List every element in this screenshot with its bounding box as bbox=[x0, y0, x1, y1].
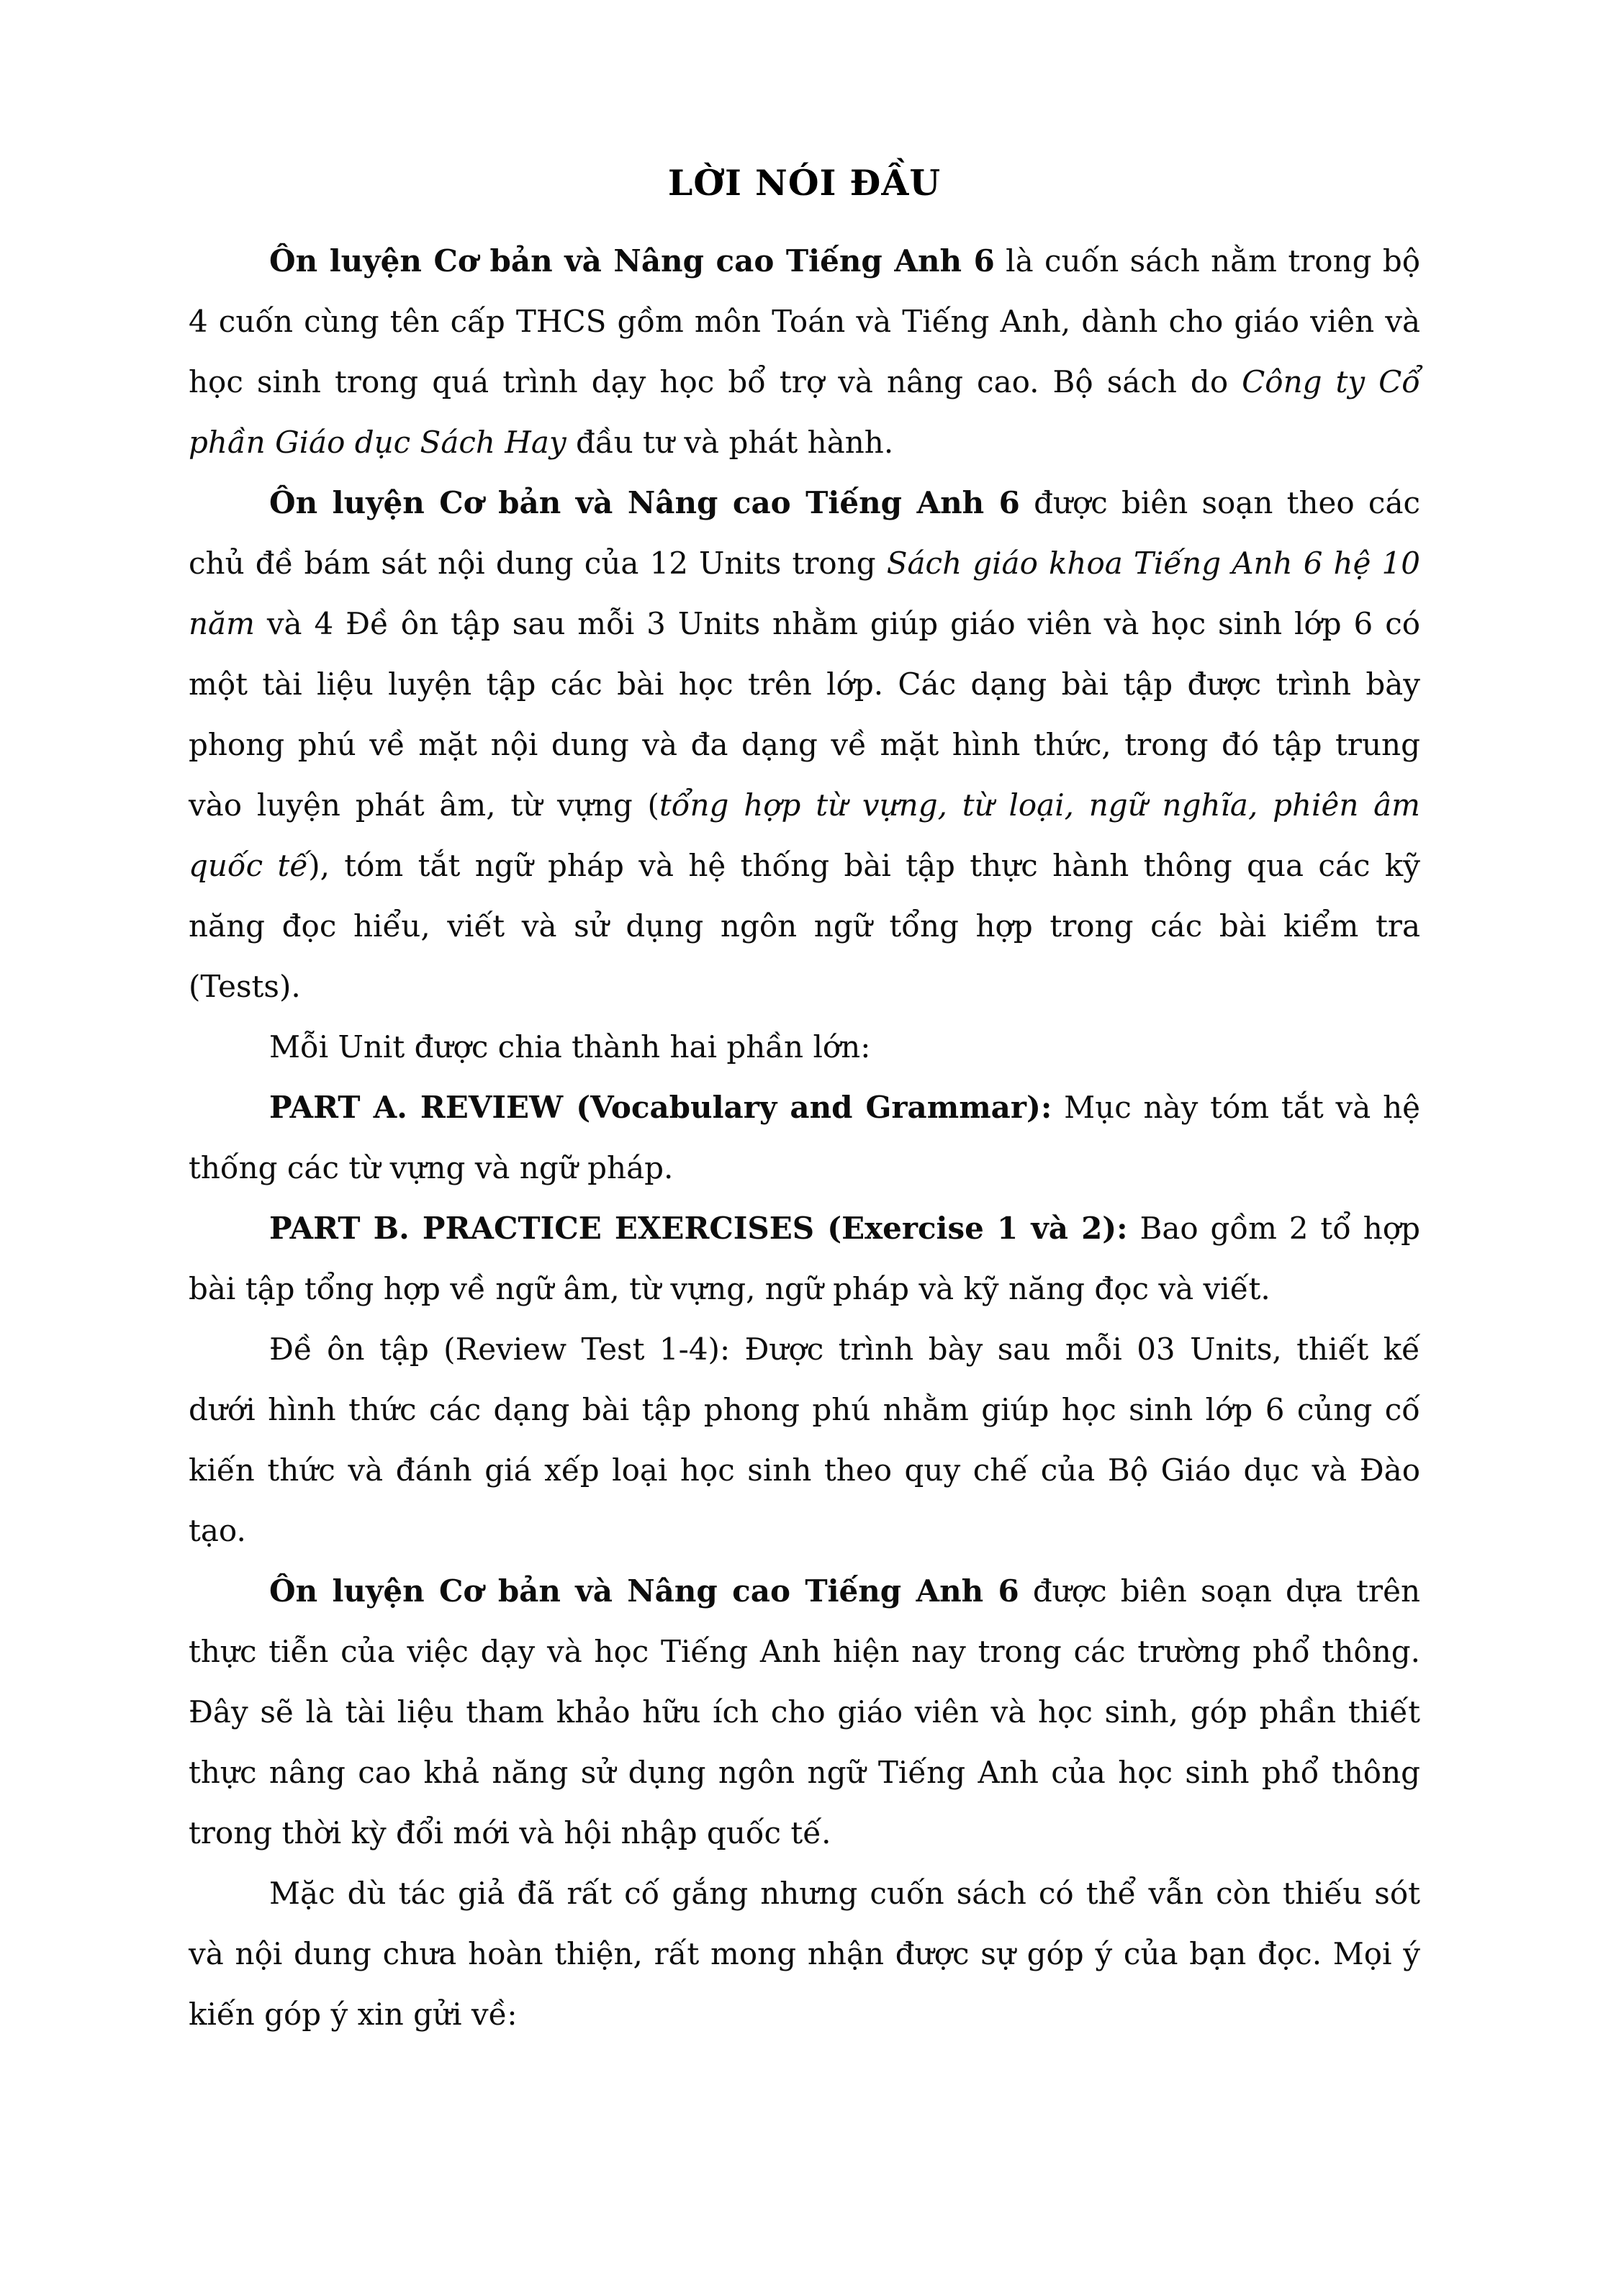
text-run: Đề ôn tập (Review Test 1-4): Được trình bày sau mỗi 03 Units, thiết kế dưới hình thức các dạng bài tập phong phú nhằm giúp học sinh lớp 6 củng cố kiến thức và đánh giá xếp loại học sinh theo quy chế của Bộ Giáo dục và Đào tạo. bbox=[189, 1332, 1420, 1548]
text-run: Công ty Cổ phần Giáo dục Sách Hay bbox=[189, 364, 1420, 460]
text-run: Sách giáo khoa Tiếng Anh 6 hệ 10 năm bbox=[189, 546, 1420, 641]
text-run: tổng hợp từ vựng, từ loại, ngữ nghĩa, phiên âm quốc tế bbox=[189, 787, 1421, 883]
text-run: ), tóm tắt ngữ pháp và hệ thống bài tập thực hành thông qua các kỹ năng đọc hiểu, viết và sử dụng ngôn ngữ tổng hợp trong các bài kiểm tra (Tests). bbox=[189, 848, 1420, 1004]
text-run: và 4 Đề ôn tập sau mỗi 3 Units nhằm giúp giáo viên và học sinh lớp 6 có một tài liệu luyện tập các bài học trên lớp. Các dạng bài tập được trình bày phong phú về mặt nội dung và đa dạng về mặt hình thức, trong đó tập trung vào luyện phát âm, từ vựng ( bbox=[189, 606, 1420, 823]
paragraph bbox=[189, 1561, 1420, 1863]
paragraph bbox=[189, 231, 1420, 473]
document-body bbox=[189, 231, 1420, 2045]
text-run: PART A. REVIEW (Vocabulary and Grammar): bbox=[269, 1090, 1052, 1125]
text-run: là cuốn sách nằm trong bộ 4 cuốn cùng tên cấp THCS gồm môn Toán và Tiếng Anh, dành cho giáo viên và học sinh trong quá trình dạy học bổ trợ và nâng cao. Bộ sách do bbox=[189, 243, 1421, 399]
paragraph bbox=[189, 1863, 1420, 2045]
text-run: Ôn luyện Cơ bản và Nâng cao Tiếng Anh 6 bbox=[269, 243, 995, 279]
text-run: đầu tư và phát hành. bbox=[566, 425, 894, 460]
paragraph bbox=[189, 473, 1420, 1017]
text-run: Mục này tóm tắt và hệ thống các từ vựng và ngữ pháp. bbox=[189, 1090, 1420, 1185]
text-run: Ôn luyện Cơ bản và Nâng cao Tiếng Anh 6 bbox=[269, 485, 1020, 520]
text-run: Mặc dù tác giả đã rất cố gắng nhưng cuốn sách có thể vẫn còn thiếu sót và nội dung chưa hoàn thiện, rất mong nhận được sự góp ý của bạn đọc. Mọi ý kiến góp ý xin gửi về: bbox=[189, 1876, 1420, 2032]
text-run: được biên soạn dựa trên thực tiễn của việc dạy và học Tiếng Anh hiện nay trong các trường phổ thông. Đây sẽ là tài liệu tham khảo hữu ích cho giáo viên và học sinh, góp phần thiết thực nâng cao khả năng sử dụng ngôn ngữ Tiếng Anh của học sinh phổ thông trong thời kỳ đổi mới và hội nhập quốc tế. bbox=[189, 1573, 1420, 1850]
page-title: LỜI NÓI ĐẦU bbox=[667, 162, 942, 204]
paragraph bbox=[189, 1017, 1420, 1077]
text-run: Ôn luyện Cơ bản và Nâng cao Tiếng Anh 6 bbox=[269, 1573, 1019, 1609]
text-run: Bao gồm 2 tổ hợp bài tập tổng hợp về ngữ âm, từ vựng, ngữ pháp và kỹ năng đọc và viết. bbox=[189, 1211, 1420, 1306]
text-run: Mỗi Unit được chia thành hai phần lớn: bbox=[269, 1029, 871, 1065]
paragraph bbox=[189, 1077, 1420, 1198]
paragraph bbox=[189, 1319, 1420, 1561]
paragraph bbox=[189, 1198, 1420, 1319]
text-run: PART B. PRACTICE EXERCISES (Exercise 1 và 2): bbox=[269, 1211, 1128, 1246]
text-run: được biên soạn theo các chủ đề bám sát nội dung của 12 Units trong bbox=[189, 485, 1421, 581]
